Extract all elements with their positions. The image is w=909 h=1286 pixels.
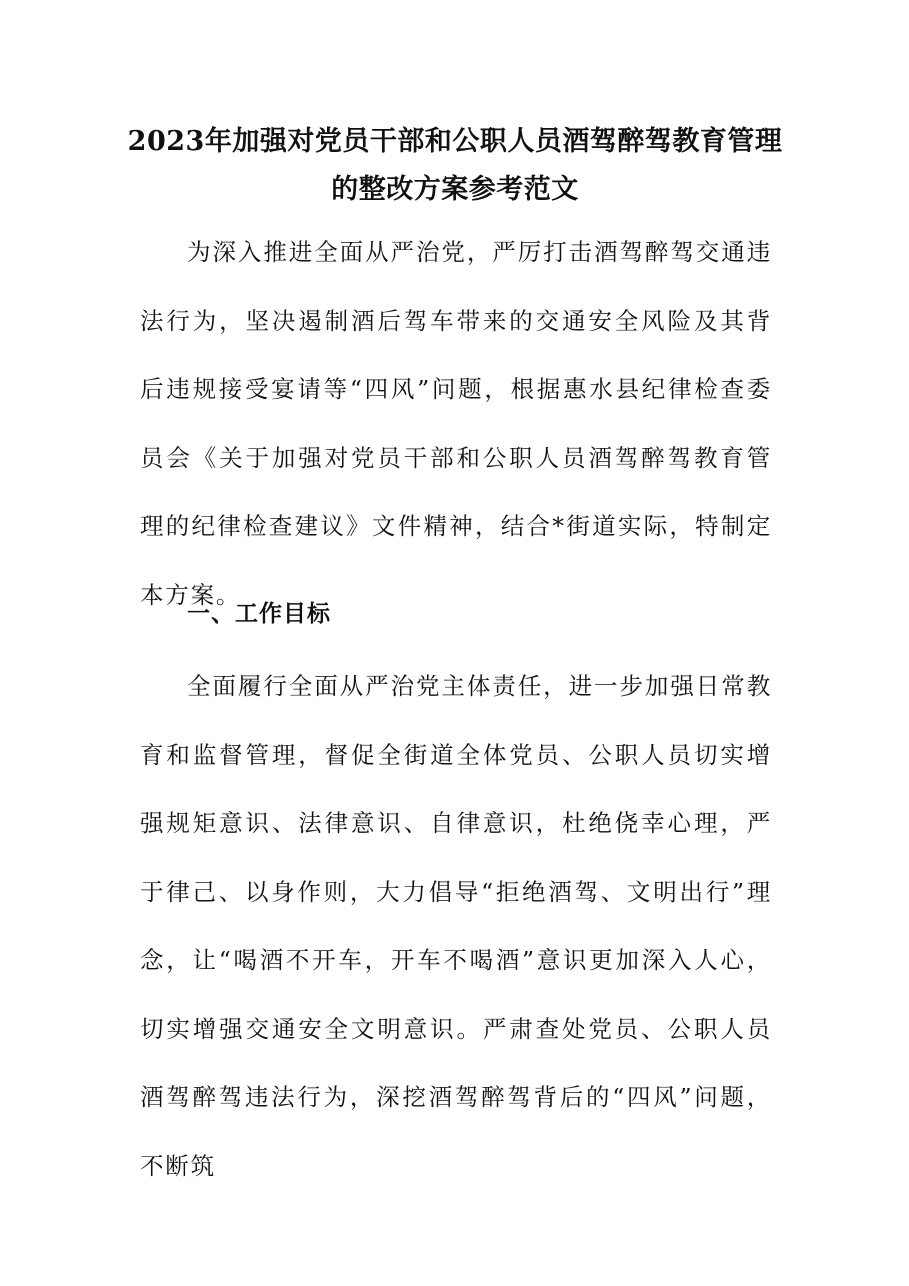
intro-paragraph: 为深入推进全面从严治党，严厉打击酒驾醉驾交通违法行为，坚决遏制酒后驾车带来的交通安全风险及其背后违规接受宴请等“四风”问题，根据惠水县纪律检查委员会《关于加强对党员干部和公职人员酒驾醉驾教育管理的纪律检查建议》文件精神，结合*街道实际，特制定本方案。: [140, 238, 772, 609]
document-title: 2023年加强对党员干部和公职人员酒驾醉驾教育管理的整改方案参考范文: [127, 126, 783, 205]
section-heading: 一、工作目标: [187, 601, 331, 627]
goal-paragraph: 全面履行全面从严治党主体责任，进一步加强日常教育和监督管理，督促全街道全体党员、公职人员切实增强规矩意识、法律意识、自律意识，杜绝侥幸心理，严于律己、以身作则，大力倡导“拒绝酒驾、文明出行”理念，让“喝酒不开车，开车不喝酒”意识更加深入人心，切实增强交通安全文明意识。严肃查处党员、公职人员酒驾醉驾违法行为，深挖酒驾醉驾背后的“四风”问题，不断筑: [140, 672, 772, 1180]
